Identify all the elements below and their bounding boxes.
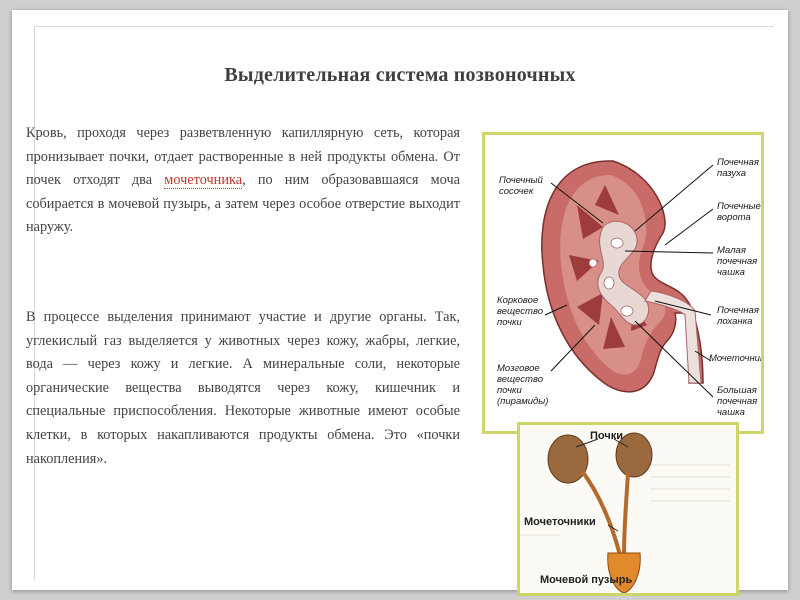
urinary-system-figure — [517, 422, 739, 596]
label-minor-calyx: Малая почечная чашка — [717, 245, 758, 278]
frame-left-line — [34, 26, 35, 580]
label-cortex: Корковое вещество почки — [497, 295, 543, 328]
frame-top-line — [34, 26, 774, 27]
paragraph-1-end: , по ним образовавшаяся моча собирается в мочевой пузырь, а затем через особое отверстие выходит наружу. — [26, 172, 460, 236]
left-ureter — [582, 471, 620, 555]
paragraph-1-start: Кровь, проходя через разветвленную капиллярную сеть, которая пронизывает почки, отдает растворенные в ней продукты обмена. От почек отходят два — [26, 125, 460, 189]
paragraph-1 — [26, 122, 460, 240]
label-ureter: Мочеточник — [709, 353, 761, 364]
ureter-link[interactable]: мочеточника — [164, 172, 243, 189]
urinary-diagram — [520, 425, 736, 593]
label-pelvis: Почечная лоханка — [717, 305, 759, 327]
label-sinus: Почечная пазуха — [717, 157, 759, 179]
slide — [12, 10, 788, 590]
slide-title: Выделительная система позвоночных — [224, 64, 576, 86]
label-ureters: Мочеточники — [524, 516, 596, 528]
paragraph-2: В процессе выделения принимают участие и другие органы. Так, углекислый газ выделяется у животных через кожу, жабры, легкие, вода — через кожу и легкие. А минеральные соли, некоторые органические вещества выводятся через кожу, кишечник и специальные приспособления. Некоторые животные имеют особые клетки, в которых накапливаются продукты обмена. Это «почки накопления». — [26, 309, 460, 467]
left-kidney — [548, 435, 588, 483]
label-kidneys: Почки — [590, 430, 624, 442]
kidney-figure — [482, 132, 764, 434]
label-papilla: Почечный сосочек — [499, 175, 543, 197]
label-medulla: Мозговое вещество почки (пирамиды) — [497, 363, 549, 407]
kidney-diagram — [485, 135, 761, 431]
label-bladder: Мочевой пузырь — [540, 574, 633, 586]
bladder — [608, 553, 641, 593]
right-ureter — [624, 473, 628, 555]
label-gate: Почечные ворота — [717, 201, 761, 223]
label-major-calyx: Большая почечная чашка — [717, 385, 758, 418]
